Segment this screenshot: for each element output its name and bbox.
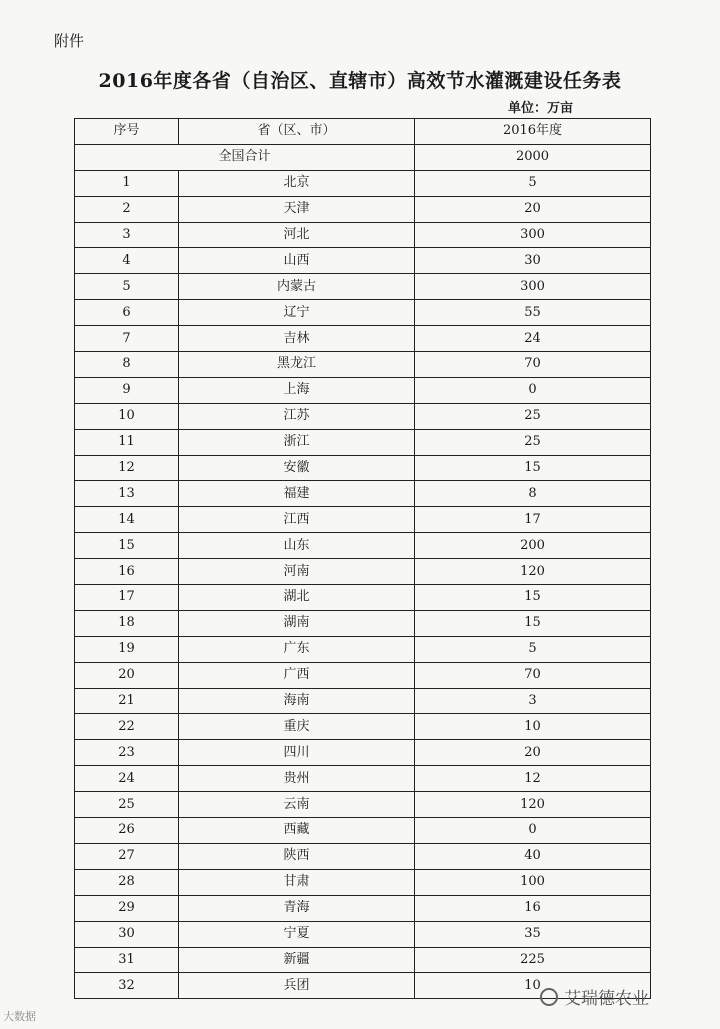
row-province: 辽宁 — [179, 300, 415, 326]
table-row — [75, 688, 651, 714]
page-title: 2016年度各省（自治区、直辖市）高效节水灌溉建设任务表 — [98, 70, 622, 92]
row-province: 四川 — [179, 740, 415, 766]
ring-logo-icon — [540, 988, 558, 1006]
table-row — [75, 740, 651, 766]
row-province: 宁夏 — [179, 921, 415, 947]
row-index: 32 — [75, 973, 179, 999]
row-value: 300 — [415, 274, 651, 300]
row-value: 225 — [415, 947, 651, 973]
row-value: 55 — [415, 300, 651, 326]
row-province: 北京 — [179, 170, 415, 196]
row-value: 5 — [415, 636, 651, 662]
table-row — [75, 636, 651, 662]
row-index: 11 — [75, 429, 179, 455]
row-province: 西藏 — [179, 818, 415, 844]
row-province: 重庆 — [179, 714, 415, 740]
row-index: 22 — [75, 714, 179, 740]
row-value: 70 — [415, 352, 651, 378]
row-province: 海南 — [179, 688, 415, 714]
row-province: 天津 — [179, 196, 415, 222]
row-province: 湖南 — [179, 610, 415, 636]
table-row — [75, 326, 651, 352]
table-row — [75, 947, 651, 973]
row-index: 1 — [75, 170, 179, 196]
row-index: 17 — [75, 585, 179, 611]
row-value: 120 — [415, 559, 651, 585]
row-value: 30 — [415, 248, 651, 274]
row-value: 3 — [415, 688, 651, 714]
row-index: 21 — [75, 688, 179, 714]
table-row — [75, 895, 651, 921]
row-value: 15 — [415, 455, 651, 481]
table-row — [75, 274, 651, 300]
row-index: 30 — [75, 921, 179, 947]
header-cell-index: 序号 — [75, 119, 179, 145]
table-row — [75, 921, 651, 947]
row-index: 10 — [75, 403, 179, 429]
table-row — [75, 429, 651, 455]
table-row — [75, 507, 651, 533]
row-index: 20 — [75, 662, 179, 688]
table-row — [75, 662, 651, 688]
row-value: 5 — [415, 170, 651, 196]
table-row — [75, 248, 651, 274]
row-value: 12 — [415, 766, 651, 792]
row-province: 贵州 — [179, 766, 415, 792]
row-index: 9 — [75, 377, 179, 403]
row-index: 12 — [75, 455, 179, 481]
total-value: 2000 — [415, 144, 651, 170]
row-value: 20 — [415, 196, 651, 222]
row-index: 5 — [75, 274, 179, 300]
row-province: 青海 — [179, 895, 415, 921]
header-cell-province: 省（区、市） — [179, 119, 415, 145]
table-row — [75, 792, 651, 818]
row-index: 3 — [75, 222, 179, 248]
row-index: 7 — [75, 326, 179, 352]
row-index: 13 — [75, 481, 179, 507]
task-table — [74, 118, 651, 999]
row-index: 25 — [75, 792, 179, 818]
row-index: 27 — [75, 843, 179, 869]
row-index: 19 — [75, 636, 179, 662]
row-province: 江西 — [179, 507, 415, 533]
table-row — [75, 818, 651, 844]
table-row — [75, 610, 651, 636]
row-value: 10 — [415, 714, 651, 740]
table-row — [75, 869, 651, 895]
table-row — [75, 766, 651, 792]
row-value: 0 — [415, 377, 651, 403]
row-index: 23 — [75, 740, 179, 766]
table-row — [75, 533, 651, 559]
row-value: 200 — [415, 533, 651, 559]
table-row — [75, 843, 651, 869]
row-province: 黑龙江 — [179, 352, 415, 378]
row-index: 24 — [75, 766, 179, 792]
table-row — [75, 196, 651, 222]
row-province: 云南 — [179, 792, 415, 818]
row-value: 17 — [415, 507, 651, 533]
row-value: 70 — [415, 662, 651, 688]
row-province: 山东 — [179, 533, 415, 559]
row-index: 18 — [75, 610, 179, 636]
row-index: 29 — [75, 895, 179, 921]
row-value: 120 — [415, 792, 651, 818]
row-province: 陕西 — [179, 843, 415, 869]
total-label: 全国合计 — [75, 144, 415, 170]
row-province: 江苏 — [179, 403, 415, 429]
unit-label: 单位：万亩 — [508, 101, 574, 116]
row-value: 10 — [415, 973, 651, 999]
row-province: 内蒙古 — [179, 274, 415, 300]
total-row — [75, 144, 651, 170]
table-header-row — [75, 119, 651, 145]
row-value: 20 — [415, 740, 651, 766]
row-province: 吉林 — [179, 326, 415, 352]
row-index: 2 — [75, 196, 179, 222]
row-value: 8 — [415, 481, 651, 507]
row-index: 4 — [75, 248, 179, 274]
row-province: 上海 — [179, 377, 415, 403]
row-index: 8 — [75, 352, 179, 378]
table-row — [75, 170, 651, 196]
table-row — [75, 377, 651, 403]
row-value: 24 — [415, 326, 651, 352]
row-value: 0 — [415, 818, 651, 844]
row-value: 100 — [415, 869, 651, 895]
watermark-right — [540, 984, 649, 1009]
row-province: 山西 — [179, 248, 415, 274]
row-index: 31 — [75, 947, 179, 973]
row-index: 6 — [75, 300, 179, 326]
row-value: 15 — [415, 610, 651, 636]
row-province: 广西 — [179, 662, 415, 688]
row-index: 28 — [75, 869, 179, 895]
table-row — [75, 455, 651, 481]
header-cell-year: 2016年度 — [415, 119, 651, 145]
row-value: 35 — [415, 921, 651, 947]
row-province: 新疆 — [179, 947, 415, 973]
watermark-right-text: 艾瑞德农业 — [564, 989, 649, 1009]
row-value: 40 — [415, 843, 651, 869]
row-province: 福建 — [179, 481, 415, 507]
row-province: 广东 — [179, 636, 415, 662]
row-index: 26 — [75, 818, 179, 844]
row-value: 300 — [415, 222, 651, 248]
row-index: 14 — [75, 507, 179, 533]
table-row — [75, 300, 651, 326]
watermark-left: 大数据 — [3, 1010, 36, 1023]
row-index: 16 — [75, 559, 179, 585]
row-value: 25 — [415, 429, 651, 455]
table-row — [75, 585, 651, 611]
row-value: 25 — [415, 403, 651, 429]
table-row — [75, 352, 651, 378]
row-province: 兵团 — [179, 973, 415, 999]
row-province: 湖北 — [179, 585, 415, 611]
table-row — [75, 222, 651, 248]
row-province: 甘肃 — [179, 869, 415, 895]
table-row — [75, 559, 651, 585]
row-province: 浙江 — [179, 429, 415, 455]
table-row — [75, 403, 651, 429]
table-row — [75, 481, 651, 507]
attachment-label: 附件 — [54, 32, 85, 50]
row-value: 15 — [415, 585, 651, 611]
row-province: 河南 — [179, 559, 415, 585]
row-province: 安徽 — [179, 455, 415, 481]
table-row — [75, 714, 651, 740]
row-value: 16 — [415, 895, 651, 921]
row-index: 15 — [75, 533, 179, 559]
row-province: 河北 — [179, 222, 415, 248]
